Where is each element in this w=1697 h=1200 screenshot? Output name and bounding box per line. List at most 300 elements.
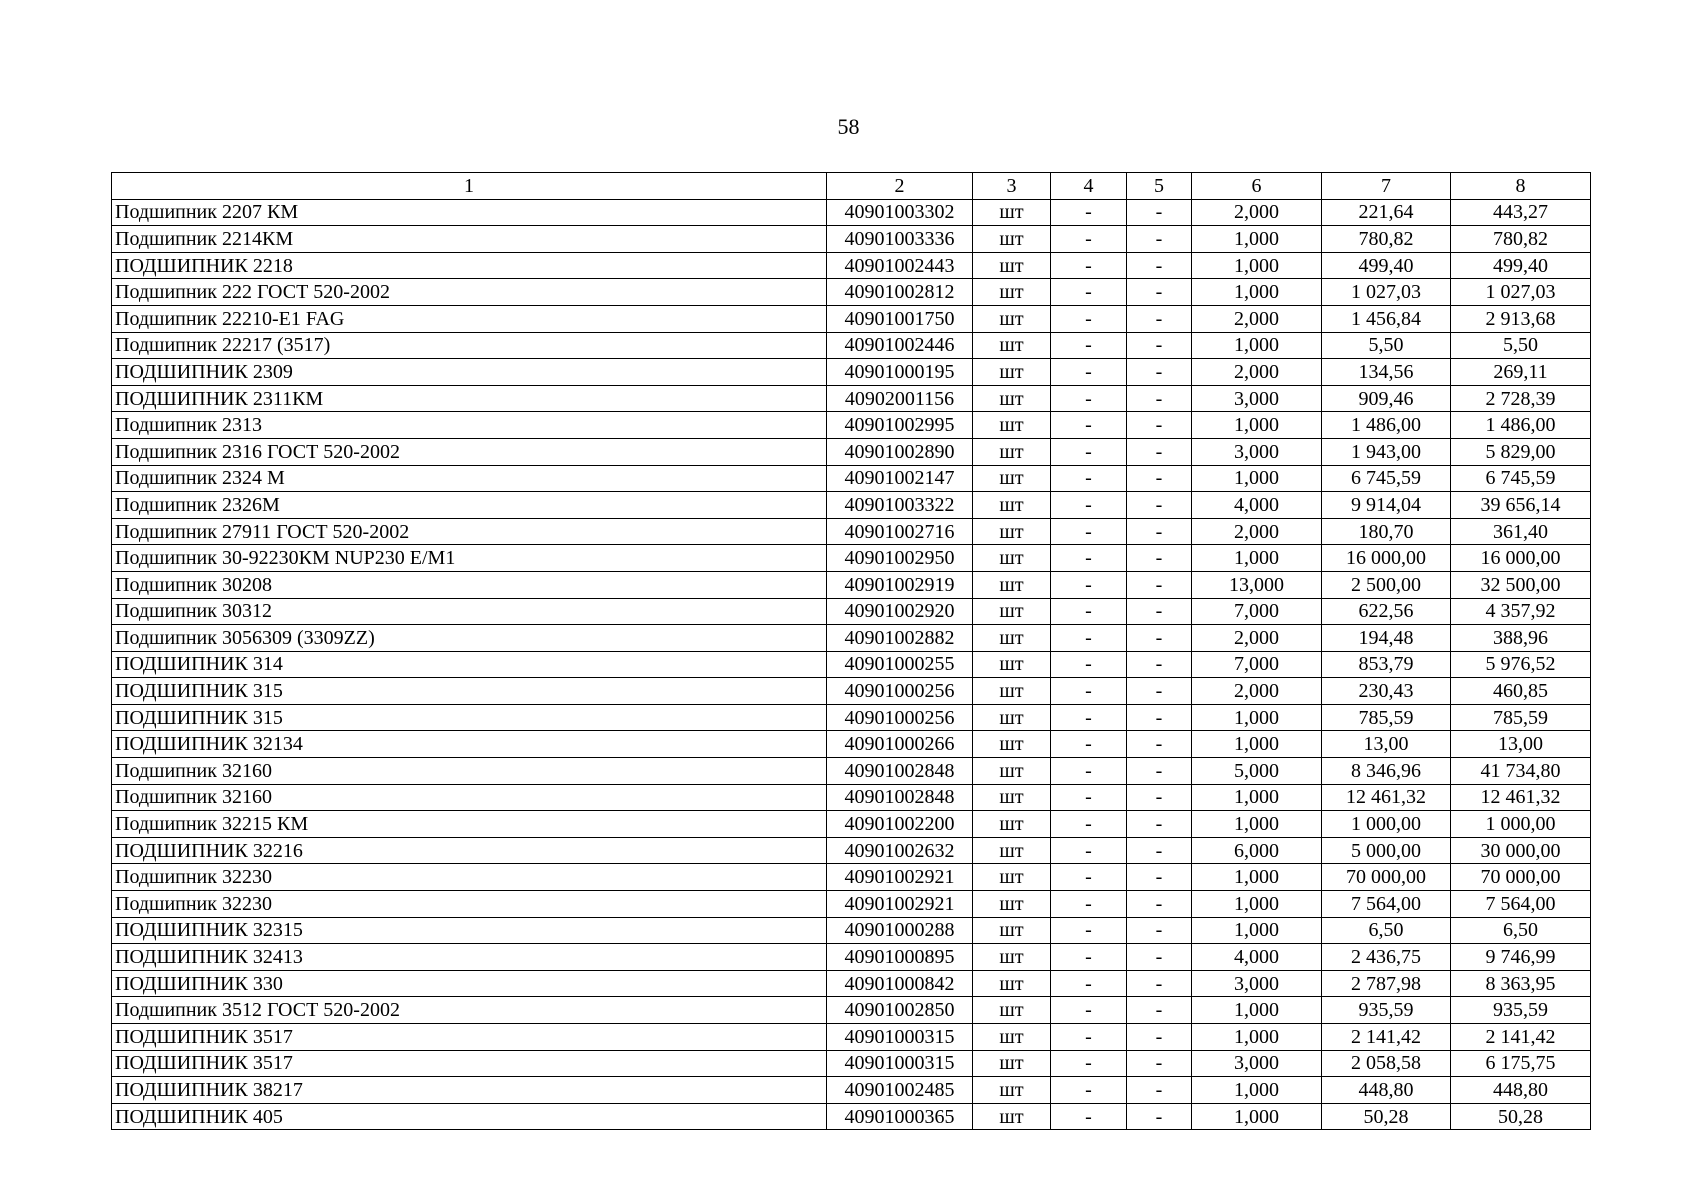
item-name-cell: Подшипник 2207 КМ <box>112 199 827 226</box>
quantity-cell: 4,000 <box>1192 492 1322 519</box>
unit-cell: шт <box>973 438 1051 465</box>
quantity-cell: 1,000 <box>1192 226 1322 253</box>
table-row <box>112 997 1591 1024</box>
column-4-cell: - <box>1051 864 1127 891</box>
column-4-cell: - <box>1051 1077 1127 1104</box>
amount-cell: 39 656,14 <box>1451 492 1591 519</box>
amount-cell: 2 728,39 <box>1451 385 1591 412</box>
table-row <box>112 891 1591 918</box>
price-cell: 2 500,00 <box>1322 571 1451 598</box>
table-row <box>112 625 1591 652</box>
price-cell: 12 461,32 <box>1322 784 1451 811</box>
quantity-cell: 1,000 <box>1192 891 1322 918</box>
quantity-cell: 1,000 <box>1192 412 1322 439</box>
table-row <box>112 545 1591 572</box>
unit-cell: шт <box>973 545 1051 572</box>
item-code-cell: 40901002995 <box>827 412 973 439</box>
price-cell: 180,70 <box>1322 518 1451 545</box>
column-5-cell: - <box>1127 784 1192 811</box>
unit-cell: шт <box>973 1050 1051 1077</box>
item-name-cell: ПОДШИПНИК 315 <box>112 678 827 705</box>
column-4-cell: - <box>1051 226 1127 253</box>
amount-cell: 499,40 <box>1451 252 1591 279</box>
amount-cell: 9 746,99 <box>1451 944 1591 971</box>
item-code-cell: 40901003336 <box>827 226 973 253</box>
column-5-cell: - <box>1127 385 1192 412</box>
item-name-cell: Подшипник 30312 <box>112 598 827 625</box>
quantity-cell: 1,000 <box>1192 1077 1322 1104</box>
item-name-cell: ПОДШИПНИК 405 <box>112 1103 827 1130</box>
amount-cell: 8 363,95 <box>1451 970 1591 997</box>
table-row <box>112 385 1591 412</box>
table-body <box>112 199 1591 1130</box>
table-row <box>112 571 1591 598</box>
price-cell: 13,00 <box>1322 731 1451 758</box>
table-row <box>112 332 1591 359</box>
unit-cell: шт <box>973 571 1051 598</box>
item-name-cell: Подшипник 30-92230КМ NUP230 E/M1 <box>112 545 827 572</box>
column-4-cell: - <box>1051 465 1127 492</box>
column-5-cell: - <box>1127 917 1192 944</box>
column-4-cell: - <box>1051 332 1127 359</box>
unit-cell: шт <box>973 811 1051 838</box>
column-4-cell: - <box>1051 837 1127 864</box>
unit-cell: шт <box>973 758 1051 785</box>
quantity-cell: 2,000 <box>1192 678 1322 705</box>
column-header: 5 <box>1127 173 1192 200</box>
item-code-cell: 40901002632 <box>827 837 973 864</box>
item-name-cell: Подшипник 22217 (3517) <box>112 332 827 359</box>
item-name-cell: ПОДШИПНИК 3517 <box>112 1024 827 1051</box>
quantity-cell: 2,000 <box>1192 359 1322 386</box>
item-code-cell: 40901000288 <box>827 917 973 944</box>
table-row <box>112 704 1591 731</box>
quantity-cell: 2,000 <box>1192 199 1322 226</box>
price-cell: 1 027,03 <box>1322 279 1451 306</box>
item-name-cell: Подшипник 2313 <box>112 412 827 439</box>
price-cell: 2 436,75 <box>1322 944 1451 971</box>
table-row <box>112 518 1591 545</box>
table-row <box>112 412 1591 439</box>
item-code-cell: 40901000255 <box>827 651 973 678</box>
item-code-cell: 40901000365 <box>827 1103 973 1130</box>
price-cell: 2 058,58 <box>1322 1050 1451 1077</box>
amount-cell: 1 000,00 <box>1451 811 1591 838</box>
price-cell: 221,64 <box>1322 199 1451 226</box>
price-cell: 7 564,00 <box>1322 891 1451 918</box>
column-5-cell: - <box>1127 678 1192 705</box>
table-row <box>112 438 1591 465</box>
column-4-cell: - <box>1051 545 1127 572</box>
column-5-cell: - <box>1127 1103 1192 1130</box>
table-row <box>112 837 1591 864</box>
item-code-cell: 40901000195 <box>827 359 973 386</box>
quantity-cell: 1,000 <box>1192 279 1322 306</box>
table-row <box>112 1103 1591 1130</box>
unit-cell: шт <box>973 1077 1051 1104</box>
table-row <box>112 1050 1591 1077</box>
table-row <box>112 252 1591 279</box>
amount-cell: 935,59 <box>1451 997 1591 1024</box>
table-row <box>112 731 1591 758</box>
unit-cell: шт <box>973 199 1051 226</box>
column-5-cell: - <box>1127 598 1192 625</box>
price-cell: 6 745,59 <box>1322 465 1451 492</box>
column-5-cell: - <box>1127 252 1192 279</box>
price-cell: 134,56 <box>1322 359 1451 386</box>
item-name-cell: ПОДШИПНИК 32315 <box>112 917 827 944</box>
column-5-cell: - <box>1127 997 1192 1024</box>
column-4-cell: - <box>1051 997 1127 1024</box>
amount-cell: 460,85 <box>1451 678 1591 705</box>
item-code-cell: 40901000315 <box>827 1024 973 1051</box>
amount-cell: 7 564,00 <box>1451 891 1591 918</box>
unit-cell: шт <box>973 226 1051 253</box>
column-5-cell: - <box>1127 332 1192 359</box>
item-code-cell: 40901002485 <box>827 1077 973 1104</box>
item-name-cell: Подшипник 27911 ГОСТ 520-2002 <box>112 518 827 545</box>
column-5-cell: - <box>1127 518 1192 545</box>
amount-cell: 5 976,52 <box>1451 651 1591 678</box>
amount-cell: 12 461,32 <box>1451 784 1591 811</box>
quantity-cell: 1,000 <box>1192 545 1322 572</box>
item-code-cell: 40901002716 <box>827 518 973 545</box>
column-4-cell: - <box>1051 199 1127 226</box>
quantity-cell: 13,000 <box>1192 571 1322 598</box>
column-4-cell: - <box>1051 359 1127 386</box>
column-4-cell: - <box>1051 891 1127 918</box>
unit-cell: шт <box>973 412 1051 439</box>
item-code-cell: 40901000266 <box>827 731 973 758</box>
unit-cell: шт <box>973 385 1051 412</box>
item-name-cell: ПОДШИПНИК 314 <box>112 651 827 678</box>
column-5-cell: - <box>1127 731 1192 758</box>
column-header: 7 <box>1322 173 1451 200</box>
column-5-cell: - <box>1127 891 1192 918</box>
price-cell: 448,80 <box>1322 1077 1451 1104</box>
quantity-cell: 3,000 <box>1192 1050 1322 1077</box>
item-code-cell: 40901002950 <box>827 545 973 572</box>
quantity-cell: 1,000 <box>1192 1103 1322 1130</box>
item-name-cell: ПОДШИПНИК 2309 <box>112 359 827 386</box>
column-5-cell: - <box>1127 199 1192 226</box>
item-name-cell: Подшипник 3056309 (3309ZZ) <box>112 625 827 652</box>
unit-cell: шт <box>973 492 1051 519</box>
item-code-cell: 40901002848 <box>827 784 973 811</box>
price-cell: 5 000,00 <box>1322 837 1451 864</box>
amount-cell: 32 500,00 <box>1451 571 1591 598</box>
column-4-cell: - <box>1051 385 1127 412</box>
amount-cell: 1 027,03 <box>1451 279 1591 306</box>
amount-cell: 50,28 <box>1451 1103 1591 1130</box>
table-row <box>112 598 1591 625</box>
quantity-cell: 1,000 <box>1192 252 1322 279</box>
amount-cell: 443,27 <box>1451 199 1591 226</box>
unit-cell: шт <box>973 864 1051 891</box>
price-cell: 230,43 <box>1322 678 1451 705</box>
amount-cell: 41 734,80 <box>1451 758 1591 785</box>
column-4-cell: - <box>1051 970 1127 997</box>
table-row <box>112 226 1591 253</box>
unit-cell: шт <box>973 518 1051 545</box>
item-name-cell: ПОДШИПНИК 32134 <box>112 731 827 758</box>
quantity-cell: 7,000 <box>1192 651 1322 678</box>
quantity-cell: 1,000 <box>1192 1024 1322 1051</box>
amount-cell: 6,50 <box>1451 917 1591 944</box>
quantity-cell: 3,000 <box>1192 970 1322 997</box>
unit-cell: шт <box>973 332 1051 359</box>
table-row <box>112 917 1591 944</box>
item-code-cell: 40901002920 <box>827 598 973 625</box>
amount-cell: 5,50 <box>1451 332 1591 359</box>
amount-cell: 70 000,00 <box>1451 864 1591 891</box>
unit-cell: шт <box>973 1103 1051 1130</box>
table-row <box>112 279 1591 306</box>
column-5-cell: - <box>1127 837 1192 864</box>
column-5-cell: - <box>1127 492 1192 519</box>
column-5-cell: - <box>1127 305 1192 332</box>
price-cell: 6,50 <box>1322 917 1451 944</box>
table-row <box>112 784 1591 811</box>
column-5-cell: - <box>1127 438 1192 465</box>
column-5-cell: - <box>1127 625 1192 652</box>
unit-cell: шт <box>973 784 1051 811</box>
column-4-cell: - <box>1051 1024 1127 1051</box>
price-cell: 9 914,04 <box>1322 492 1451 519</box>
price-cell: 499,40 <box>1322 252 1451 279</box>
column-5-cell: - <box>1127 226 1192 253</box>
price-cell: 50,28 <box>1322 1103 1451 1130</box>
quantity-cell: 1,000 <box>1192 917 1322 944</box>
item-code-cell: 40901002446 <box>827 332 973 359</box>
column-5-cell: - <box>1127 1024 1192 1051</box>
unit-cell: шт <box>973 625 1051 652</box>
price-cell: 935,59 <box>1322 997 1451 1024</box>
column-4-cell: - <box>1051 678 1127 705</box>
price-cell: 909,46 <box>1322 385 1451 412</box>
column-header: 1 <box>112 173 827 200</box>
table-row <box>112 678 1591 705</box>
item-code-cell: 40901000842 <box>827 970 973 997</box>
item-code-cell: 40901000256 <box>827 704 973 731</box>
table-row <box>112 864 1591 891</box>
item-name-cell: ПОДШИПНИК 2218 <box>112 252 827 279</box>
quantity-cell: 5,000 <box>1192 758 1322 785</box>
column-4-cell: - <box>1051 492 1127 519</box>
quantity-cell: 1,000 <box>1192 731 1322 758</box>
column-4-cell: - <box>1051 412 1127 439</box>
amount-cell: 6 745,59 <box>1451 465 1591 492</box>
column-5-cell: - <box>1127 359 1192 386</box>
item-code-cell: 40901002812 <box>827 279 973 306</box>
item-code-cell: 40901002919 <box>827 571 973 598</box>
price-cell: 8 346,96 <box>1322 758 1451 785</box>
quantity-cell: 2,000 <box>1192 305 1322 332</box>
unit-cell: шт <box>973 917 1051 944</box>
item-code-cell: 40901000315 <box>827 1050 973 1077</box>
unit-cell: шт <box>973 1024 1051 1051</box>
item-name-cell: Подшипник 3512 ГОСТ 520-2002 <box>112 997 827 1024</box>
column-4-cell: - <box>1051 811 1127 838</box>
column-4-cell: - <box>1051 625 1127 652</box>
table-row <box>112 492 1591 519</box>
column-5-cell: - <box>1127 412 1192 439</box>
table-row <box>112 359 1591 386</box>
item-code-cell: 40901002147 <box>827 465 973 492</box>
column-4-cell: - <box>1051 438 1127 465</box>
quantity-cell: 1,000 <box>1192 784 1322 811</box>
quantity-cell: 1,000 <box>1192 811 1322 838</box>
amount-cell: 16 000,00 <box>1451 545 1591 572</box>
item-name-cell: Подшипник 32230 <box>112 891 827 918</box>
column-4-cell: - <box>1051 704 1127 731</box>
table-row <box>112 465 1591 492</box>
item-name-cell: ПОДШИПНИК 38217 <box>112 1077 827 1104</box>
item-code-cell: 40901000256 <box>827 678 973 705</box>
item-code-cell: 40901002890 <box>827 438 973 465</box>
quantity-cell: 3,000 <box>1192 385 1322 412</box>
column-4-cell: - <box>1051 598 1127 625</box>
column-5-cell: - <box>1127 970 1192 997</box>
table-row <box>112 1077 1591 1104</box>
amount-cell: 30 000,00 <box>1451 837 1591 864</box>
amount-cell: 388,96 <box>1451 625 1591 652</box>
unit-cell: шт <box>973 704 1051 731</box>
price-cell: 1 486,00 <box>1322 412 1451 439</box>
item-name-cell: Подшипник 32215 КМ <box>112 811 827 838</box>
item-name-cell: ПОДШИПНИК 3517 <box>112 1050 827 1077</box>
price-cell: 2 787,98 <box>1322 970 1451 997</box>
column-4-cell: - <box>1051 944 1127 971</box>
price-cell: 2 141,42 <box>1322 1024 1451 1051</box>
column-header: 6 <box>1192 173 1322 200</box>
unit-cell: шт <box>973 678 1051 705</box>
item-code-cell: 40901001750 <box>827 305 973 332</box>
amount-cell: 2 141,42 <box>1451 1024 1591 1051</box>
item-code-cell: 40901000895 <box>827 944 973 971</box>
column-4-cell: - <box>1051 279 1127 306</box>
table-row <box>112 944 1591 971</box>
quantity-cell: 6,000 <box>1192 837 1322 864</box>
quantity-cell: 1,000 <box>1192 864 1322 891</box>
price-cell: 5,50 <box>1322 332 1451 359</box>
inventory-table <box>111 172 1591 1130</box>
table-row <box>112 651 1591 678</box>
amount-cell: 5 829,00 <box>1451 438 1591 465</box>
amount-cell: 780,82 <box>1451 226 1591 253</box>
column-5-cell: - <box>1127 704 1192 731</box>
unit-cell: шт <box>973 837 1051 864</box>
column-4-cell: - <box>1051 917 1127 944</box>
unit-cell: шт <box>973 252 1051 279</box>
amount-cell: 2 913,68 <box>1451 305 1591 332</box>
column-5-cell: - <box>1127 545 1192 572</box>
item-name-cell: ПОДШИПНИК 315 <box>112 704 827 731</box>
column-4-cell: - <box>1051 252 1127 279</box>
column-5-cell: - <box>1127 571 1192 598</box>
amount-cell: 1 486,00 <box>1451 412 1591 439</box>
table-header-row <box>112 173 1591 200</box>
item-name-cell: Подшипник 32230 <box>112 864 827 891</box>
page-number: 58 <box>837 114 860 139</box>
item-name-cell: Подшипник 2214КМ <box>112 226 827 253</box>
price-cell: 194,48 <box>1322 625 1451 652</box>
column-5-cell: - <box>1127 279 1192 306</box>
price-cell: 780,82 <box>1322 226 1451 253</box>
price-cell: 622,56 <box>1322 598 1451 625</box>
item-name-cell: Подшипник 2326М <box>112 492 827 519</box>
column-5-cell: - <box>1127 1050 1192 1077</box>
amount-cell: 785,59 <box>1451 704 1591 731</box>
table-row <box>112 305 1591 332</box>
item-code-cell: 40901002200 <box>827 811 973 838</box>
item-code-cell: 40901002921 <box>827 864 973 891</box>
column-5-cell: - <box>1127 651 1192 678</box>
item-name-cell: Подшипник 2324 М <box>112 465 827 492</box>
price-cell: 853,79 <box>1322 651 1451 678</box>
quantity-cell: 1,000 <box>1192 465 1322 492</box>
column-4-cell: - <box>1051 571 1127 598</box>
amount-cell: 448,80 <box>1451 1077 1591 1104</box>
item-name-cell: Подшипник 32160 <box>112 784 827 811</box>
unit-cell: шт <box>973 359 1051 386</box>
unit-cell: шт <box>973 598 1051 625</box>
quantity-cell: 4,000 <box>1192 944 1322 971</box>
unit-cell: шт <box>973 970 1051 997</box>
price-cell: 16 000,00 <box>1322 545 1451 572</box>
column-4-cell: - <box>1051 758 1127 785</box>
quantity-cell: 2,000 <box>1192 625 1322 652</box>
quantity-cell: 7,000 <box>1192 598 1322 625</box>
unit-cell: шт <box>973 465 1051 492</box>
price-cell: 70 000,00 <box>1322 864 1451 891</box>
unit-cell: шт <box>973 731 1051 758</box>
quantity-cell: 3,000 <box>1192 438 1322 465</box>
amount-cell: 6 175,75 <box>1451 1050 1591 1077</box>
price-cell: 1 000,00 <box>1322 811 1451 838</box>
column-4-cell: - <box>1051 1050 1127 1077</box>
amount-cell: 4 357,92 <box>1451 598 1591 625</box>
item-code-cell: 40901002850 <box>827 997 973 1024</box>
item-name-cell: Подшипник 32160 <box>112 758 827 785</box>
amount-cell: 361,40 <box>1451 518 1591 545</box>
quantity-cell: 1,000 <box>1192 704 1322 731</box>
quantity-cell: 2,000 <box>1192 518 1322 545</box>
amount-cell: 13,00 <box>1451 731 1591 758</box>
column-5-cell: - <box>1127 1077 1192 1104</box>
column-header: 4 <box>1051 173 1127 200</box>
column-5-cell: - <box>1127 944 1192 971</box>
item-code-cell: 40901002443 <box>827 252 973 279</box>
table-row <box>112 811 1591 838</box>
column-4-cell: - <box>1051 651 1127 678</box>
unit-cell: шт <box>973 997 1051 1024</box>
quantity-cell: 1,000 <box>1192 332 1322 359</box>
column-5-cell: - <box>1127 465 1192 492</box>
item-code-cell: 40901002921 <box>827 891 973 918</box>
quantity-cell: 1,000 <box>1192 997 1322 1024</box>
item-code-cell: 40901002848 <box>827 758 973 785</box>
column-header: 8 <box>1451 173 1591 200</box>
price-cell: 1 943,00 <box>1322 438 1451 465</box>
item-name-cell: Подшипник 222 ГОСТ 520-2002 <box>112 279 827 306</box>
column-5-cell: - <box>1127 811 1192 838</box>
item-name-cell: ПОДШИПНИК 2311КМ <box>112 385 827 412</box>
item-name-cell: ПОДШИПНИК 330 <box>112 970 827 997</box>
column-5-cell: - <box>1127 758 1192 785</box>
unit-cell: шт <box>973 651 1051 678</box>
item-code-cell: 40901003302 <box>827 199 973 226</box>
